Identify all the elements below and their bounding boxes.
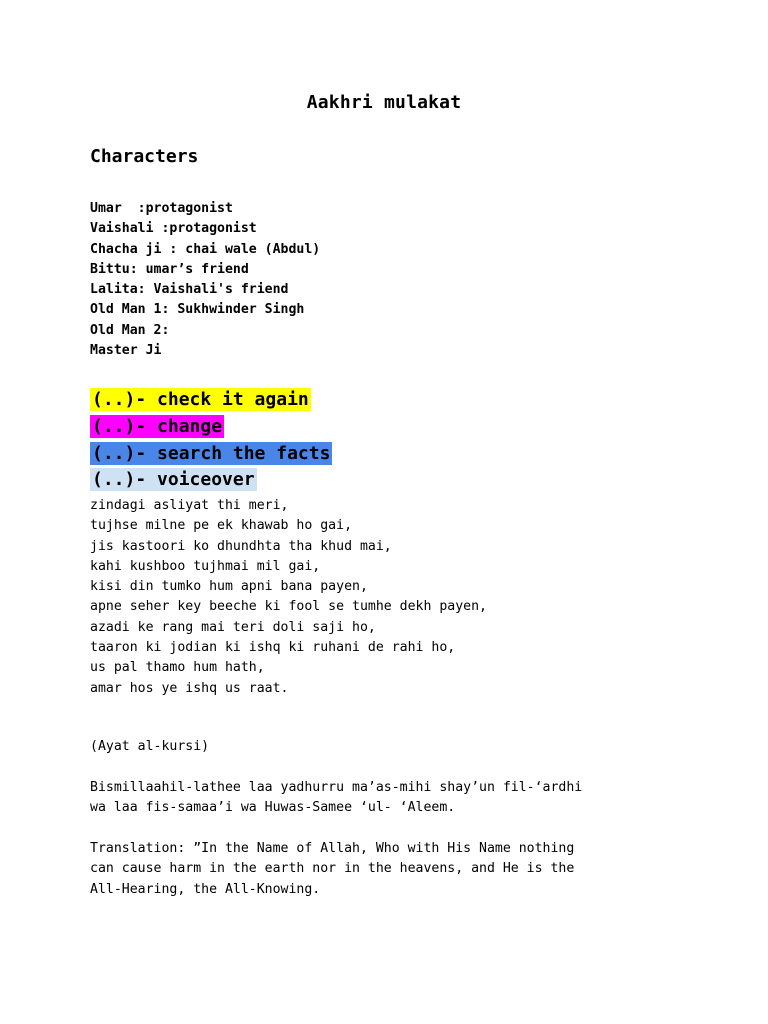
bismillah-line: wa laa fis-samaa’i wa Huwas-Samee ‘ul- ‘Aleem. <box>90 800 456 816</box>
translation-block <box>90 839 574 900</box>
poem-line: jis kastoori ko dhundhta tha khud mai, <box>90 538 392 554</box>
character-entry: Umar :protagonist <box>90 201 233 216</box>
document-title: Aakhri mulakat <box>306 92 462 113</box>
character-entry: Lalita: Vaishali's friend <box>90 282 289 298</box>
ayat-label-block <box>90 737 209 757</box>
bismillah-line: Bismillaahil-lathee laa yadhurru ma’as-mihi shay’un fil-‘ardhi <box>90 780 583 795</box>
bismillah-block <box>90 778 582 819</box>
character-entry: Master Ji <box>90 343 162 359</box>
translation-line: All-Hearing, the All-Knowing. <box>90 881 321 897</box>
character-entry: Old Man 1: Sukhwinder Singh <box>90 302 305 318</box>
poem-line: kisi din tumko hum apni bana payen, <box>90 579 368 595</box>
legend-search-facts: (..)- search the facts <box>92 442 331 464</box>
legend-check-again: (..)- check it again <box>92 389 309 410</box>
character-entry: Vaishali :protagonist <box>90 221 257 237</box>
poem-line: zindagi asliyat thi meri, <box>90 498 289 513</box>
character-entry: Chacha ji : chai wale (Abdul) <box>90 241 321 257</box>
poem-line: amar hos ye ishq us raat. <box>90 680 289 696</box>
poem-line: apne seher key beeche ki fool se tumhe dekh payen, <box>90 599 487 615</box>
character-entry: Bittu: umar’s friend <box>90 261 249 277</box>
poem-line: kahi kushboo tujhmai mil gai, <box>90 558 321 574</box>
ayat-label: (Ayat al-kursi) <box>90 739 210 754</box>
highlight-legend <box>90 388 332 495</box>
poem-line: tujhse milne pe ek khawab ho gai, <box>90 518 353 534</box>
character-list <box>90 199 320 361</box>
character-entry: Old Man 2: <box>90 322 170 338</box>
translation-line: Translation: ”In the Name of Allah, Who with His Name nothing <box>90 841 575 856</box>
legend-change: (..)- change <box>92 415 223 437</box>
poem-line: taaron ki jodian ki ishq ki ruhani de rahi ho, <box>90 640 456 656</box>
legend-voiceover: (..)- voiceover <box>92 469 255 491</box>
poem-block <box>90 496 487 699</box>
translation-line: can cause harm in the earth nor in the heavens, and He is the <box>90 861 575 877</box>
poem-line: us pal thamo hum hath, <box>90 660 265 676</box>
poem-line: azadi ke rang mai teri doli saji ho, <box>90 619 376 635</box>
characters-heading: Characters <box>90 146 199 167</box>
